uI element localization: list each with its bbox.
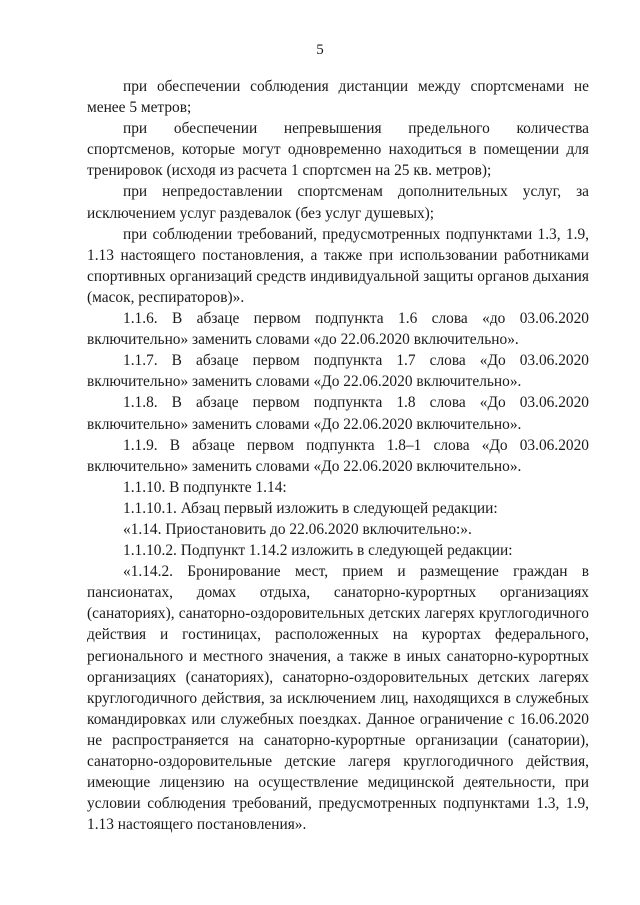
paragraph-distance: при обеспечении соблюдения дистанции между спортсменами не менее 5 метров; [87, 78, 589, 117]
paragraph-requirements: при соблюдении требований, предусмотренных подпунктами 1.3, 1.9, 1.13 настоящего постановления, а также при использовании работниками спортивных организаций средств индивидуальной защиты органов дыхания (масок, респираторов)». [87, 225, 589, 306]
paragraph-1-1-7: 1.1.7. В абзаце первом подпункта 1.7 слова «До 03.06.2020 включительно» заменить словами «До 22.06.2020 включительно». [87, 352, 589, 391]
paragraph-1-14-quote: «1.14. Приостановить до 22.06.2020 включительно:». [123, 520, 472, 538]
paragraph-1-1-9: 1.1.9. В абзаце первом подпункта 1.8–1 слова «До 03.06.2020 включительно» заменить словами «До 22.06.2020 включительно». [87, 436, 589, 475]
paragraph-1-1-10: 1.1.10. В подпункте 1.14: [123, 478, 287, 496]
paragraph-1-1-8: 1.1.8. В абзаце первом подпункта 1.8 слова «До 03.06.2020 включительно» заменить словами «До 22.06.2020 включительно». [87, 394, 589, 433]
paragraph-1-1-10-1: 1.1.10.1. Абзац первый изложить в следующей редакции: [123, 499, 498, 517]
paragraph-1-1-6: 1.1.6. В абзаце первом подпункта 1.6 слова «до 03.06.2020 включительно» заменить словами «до 22.06.2020 включительно». [87, 310, 589, 349]
paragraph-1-1-10-2: 1.1.10.2. Подпункт 1.14.2 изложить в следующей редакции: [123, 542, 513, 560]
page-number: 5 [316, 42, 324, 58]
paragraph-athlete-limit: при обеспечении непревышения предельного количества спортсменов, которые могут одновременно находиться в помещении для тренировок (исходя из расчета 1 спортсмен на 25 кв. метров); [87, 120, 589, 180]
paragraph-1-14-2-quote: «1.14.2. Бронирование мест, прием и размещение граждан в пансионатах, домах отдыха, санаторно-курортных организациях (санаториях), санаторно-оздоровительных детских лагерях круглогодичного действия и гостиницах, расположенных на курортах федерального, регионального и местного значения, а также в иных санаторно-курортных организациях (санаториях), санаторно-оздоровительных детских лагерях круглогодичного действия, за исключением лиц, находящихся в служебных командировках или служебных поездках. Данное ограничение с 16.06.2020 не распространяется на санаторно-курортные организации (санатории), санаторно-оздоровительные детские лагеря круглогодичного действия, имеющие лицензию на осуществление медицинской деятельности, при условии соблюдения требований, предусмотренных подпунктами 1.3, 1.9, 1.13 настоящего постановления». [87, 563, 589, 834]
document-body [87, 76, 589, 835]
paragraph-no-extra-services: при непредоставлении спортсменам дополнительных услуг, за исключением услуг раздевалок (без услуг душевых); [87, 183, 589, 222]
